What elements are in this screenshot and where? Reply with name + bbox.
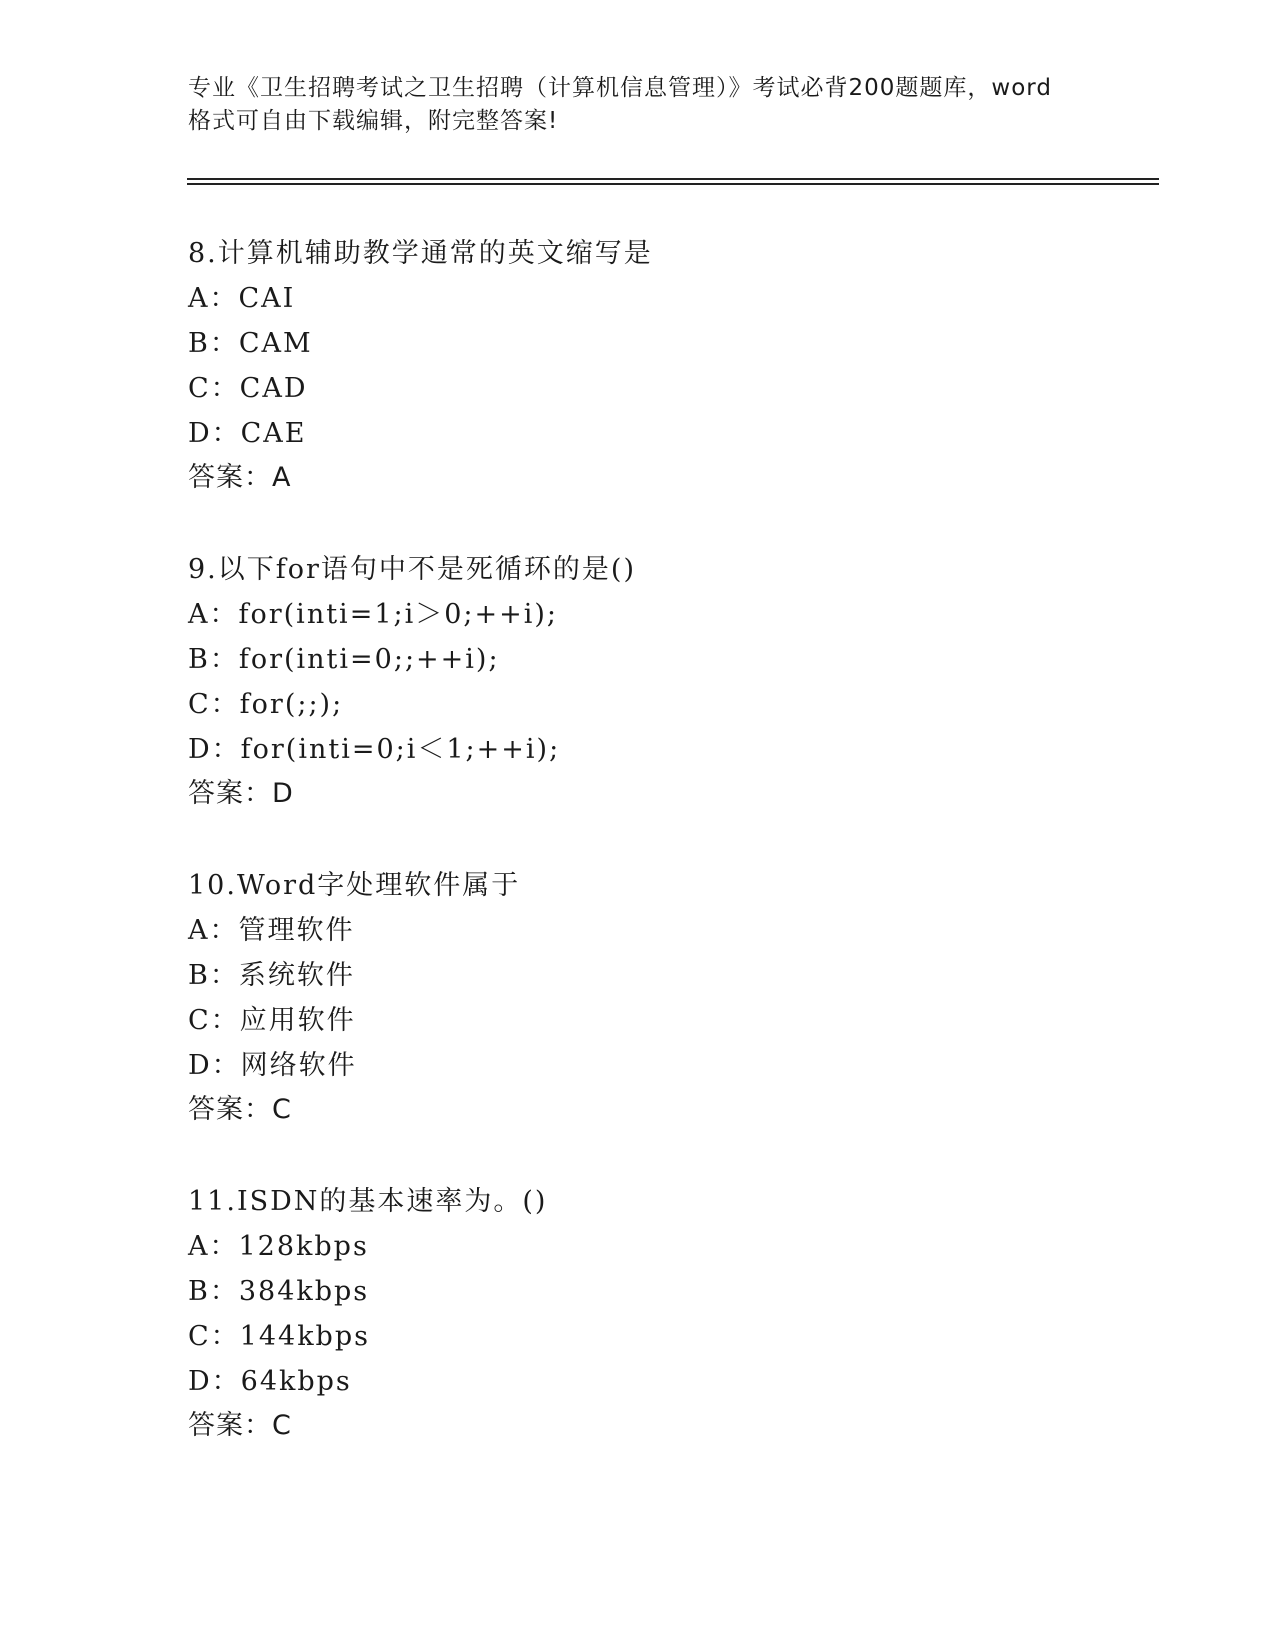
- header-line-2: 格式可自由下载编辑，附完整答案!: [188, 108, 559, 134]
- option-d: D：网络软件: [188, 1050, 357, 1081]
- option-b: B：系统软件: [188, 960, 355, 991]
- option-c: C：应用软件: [188, 1005, 356, 1036]
- question-stem: 9.以下for语句中不是死循环的是(): [188, 554, 636, 585]
- option-b: B：for(inti=0;;++i);: [188, 644, 500, 675]
- question-stem: 10.Word字处理软件属于: [188, 870, 521, 901]
- question-stem: 8.计算机辅助教学通常的英文缩写是: [188, 238, 653, 269]
- header-divider-top: [187, 178, 1159, 180]
- answer-label: 答案：C: [188, 1410, 292, 1441]
- option-d: D：64kbps: [188, 1366, 352, 1397]
- option-c: C：144kbps: [188, 1321, 370, 1352]
- option-a: A：管理软件: [188, 915, 355, 946]
- answer-label: 答案：D: [188, 778, 294, 809]
- option-c: C：CAD: [188, 373, 308, 404]
- option-a: A：128kbps: [188, 1231, 369, 1262]
- question-stem: 11.ISDN的基本速率为。(): [188, 1186, 548, 1217]
- answer-label: 答案：C: [188, 1094, 292, 1125]
- answer-label: 答案：A: [188, 462, 292, 493]
- header-divider-bottom: [187, 183, 1159, 185]
- document-header: [188, 72, 1088, 138]
- option-a: A：for(inti=1;i＞0;++i);: [188, 599, 559, 630]
- option-d: D：for(inti=0;i＜1;++i);: [188, 734, 561, 765]
- option-a: A：CAI: [188, 283, 296, 314]
- option-b: B：CAM: [188, 328, 313, 359]
- option-b: B：384kbps: [188, 1276, 370, 1307]
- option-c: C：for(;;);: [188, 689, 344, 720]
- header-line-1: 专业《卫生招聘考试之卫生招聘（计算机信息管理）》考试必背200题题库，word: [188, 75, 1052, 101]
- option-d: D：CAE: [188, 418, 307, 449]
